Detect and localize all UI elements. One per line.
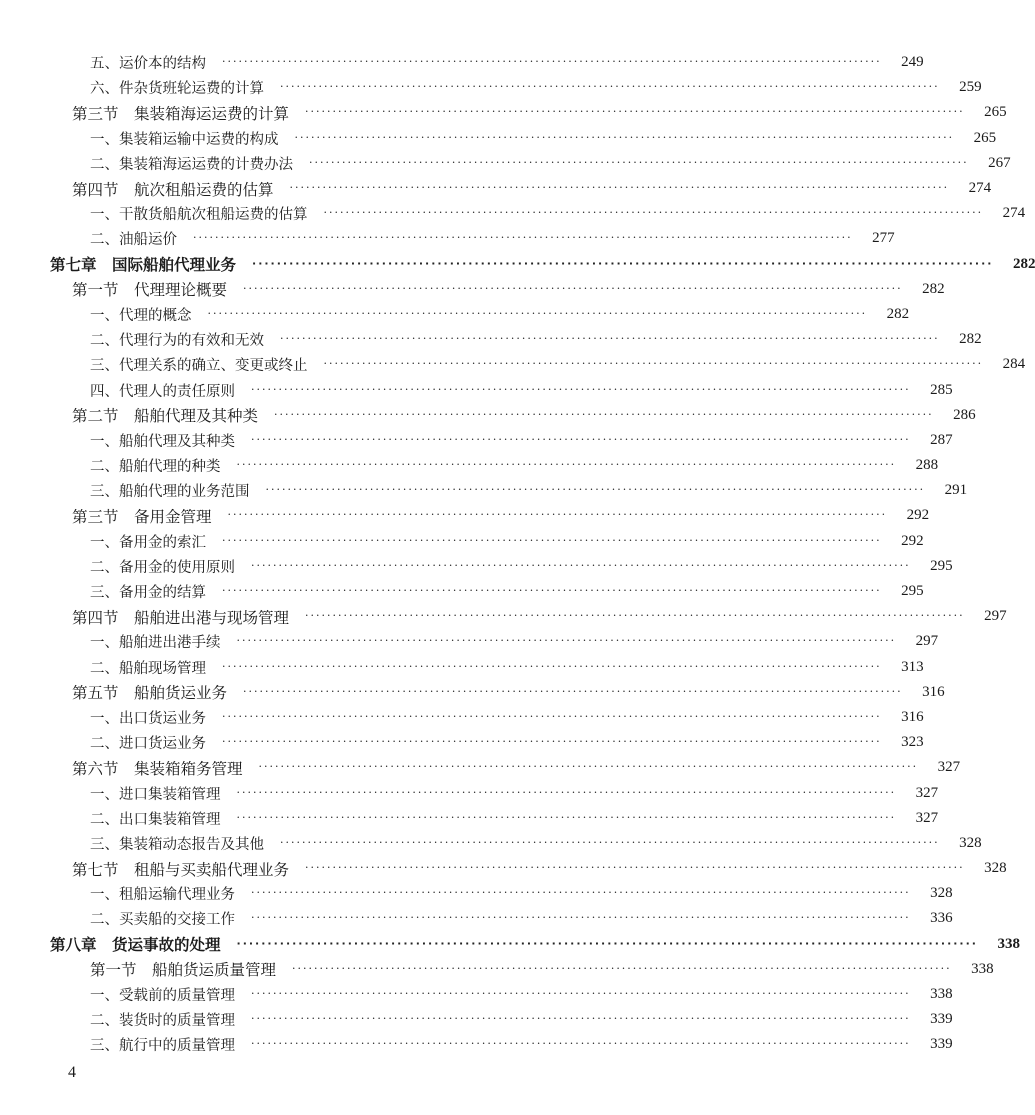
toc-entry-title: 五、运价本的结构 bbox=[90, 56, 206, 73]
toc-entry-page: 282 bbox=[886, 305, 910, 322]
toc-entry bbox=[0, 75, 982, 100]
toc-entry-page: 328 bbox=[959, 834, 982, 851]
toc-entry bbox=[0, 302, 910, 327]
toc-entry bbox=[0, 453, 939, 478]
toc-entry-title: 二、买卖船的交接工作 bbox=[90, 912, 235, 929]
toc-entry bbox=[0, 478, 968, 503]
toc-entry-page: 259 bbox=[959, 79, 982, 96]
toc-entry-title: 一、备用金的索汇 bbox=[90, 534, 206, 551]
toc-entry-page: 287 bbox=[930, 431, 953, 448]
toc-entry bbox=[0, 176, 992, 201]
toc-entry-page: 327 bbox=[915, 809, 939, 826]
toc-entry-title: 第七节 租船与买卖船代理业务 bbox=[72, 860, 290, 879]
toc-entry-page: 316 bbox=[901, 708, 924, 725]
dot-leader: ························································································································ bbox=[323, 357, 984, 371]
toc-entry bbox=[0, 629, 939, 654]
toc-entry bbox=[0, 730, 924, 755]
toc-entry bbox=[0, 957, 994, 982]
toc-entry-page: 285 bbox=[930, 381, 953, 398]
dot-leader: ························································································································ bbox=[251, 987, 911, 1001]
toc-entry bbox=[0, 377, 953, 402]
dot-leader: ························································································································ bbox=[236, 785, 897, 799]
toc-entry-page: 328 bbox=[930, 885, 953, 902]
toc-entry bbox=[0, 806, 939, 831]
dot-leader: ························································································································ bbox=[251, 382, 911, 396]
toc-entry-page: 313 bbox=[901, 658, 924, 675]
toc-entry-page: 292 bbox=[901, 532, 924, 549]
dot-leader: ························································································································ bbox=[265, 483, 926, 497]
toc-entry-page: 297 bbox=[915, 633, 939, 650]
toc-entry bbox=[0, 655, 924, 680]
toc-entry-title: 一、租船运输代理业务 bbox=[90, 887, 235, 904]
toc-entry-title: 第六节 集装箱箱务管理 bbox=[72, 759, 243, 778]
toc-entry bbox=[0, 277, 945, 302]
toc-entry bbox=[0, 680, 945, 705]
toc-entry bbox=[0, 906, 953, 931]
toc-entry-title: 第三节 集装箱海运运费的计算 bbox=[72, 104, 290, 123]
dot-leader: ························································································································ bbox=[251, 432, 911, 446]
dot-leader: ························································································································ bbox=[289, 181, 950, 195]
dot-leader: ························································································································ bbox=[222, 584, 882, 598]
dot-leader: ························································································································ bbox=[222, 533, 882, 547]
toc-entry bbox=[0, 529, 924, 554]
toc-entry-page: 323 bbox=[901, 734, 924, 751]
toc-entry-title: 一、干散货船航次租船运费的估算 bbox=[90, 207, 308, 224]
toc-entry-title: 一、集装箱运输中运费的构成 bbox=[90, 131, 279, 148]
dot-leader: ························································································································ bbox=[294, 130, 955, 144]
toc-entry bbox=[0, 856, 1007, 881]
toc-entry bbox=[0, 151, 1011, 176]
toc-entry bbox=[0, 50, 924, 75]
toc-entry-page: 284 bbox=[1002, 356, 1026, 373]
dot-leader: ························································································································ bbox=[292, 961, 952, 975]
toc-entry-title: 三、航行中的质量管理 bbox=[90, 1038, 235, 1055]
toc-entry-page: 267 bbox=[988, 154, 1011, 171]
toc-entry-page: 274 bbox=[968, 180, 992, 197]
toc-entry-page: 338 bbox=[971, 960, 994, 977]
dot-leader: ························································································································ bbox=[252, 256, 994, 270]
toc-entry-title: 第四节 船舶进出港与现场管理 bbox=[72, 608, 290, 627]
toc-entry bbox=[0, 932, 1020, 957]
dot-leader: ························································································································ bbox=[251, 558, 911, 572]
dot-leader: ························································································································ bbox=[222, 709, 882, 723]
toc-entry-title: 一、出口货运业务 bbox=[90, 710, 206, 727]
toc-entry-title: 第三节 备用金管理 bbox=[72, 507, 212, 526]
toc-entry bbox=[0, 226, 895, 251]
dot-leader: ························································································································ bbox=[222, 55, 882, 69]
toc-entry-page: 338 bbox=[997, 935, 1020, 952]
dot-leader: ························································································································ bbox=[305, 861, 965, 875]
dot-leader: ························································································································ bbox=[309, 155, 969, 169]
toc-entry-title: 二、备用金的使用原则 bbox=[90, 559, 235, 576]
dot-leader: ························································································································ bbox=[251, 911, 911, 925]
dot-leader: ························································································································ bbox=[305, 105, 965, 119]
toc-entry-page: 249 bbox=[901, 54, 924, 71]
toc-entry-title: 第八章 货运事故的处理 bbox=[50, 936, 221, 955]
toc-entry-page: 265 bbox=[973, 129, 997, 146]
toc-entry-title: 一、受载前的质量管理 bbox=[90, 988, 235, 1005]
dot-leader: ························································································································ bbox=[280, 332, 940, 346]
toc-entry-page: 338 bbox=[930, 986, 953, 1003]
dot-leader: ························································································································ bbox=[236, 810, 897, 824]
toc-entry bbox=[0, 881, 953, 906]
toc-entry-page: 328 bbox=[984, 860, 1007, 877]
toc-entry-page: 282 bbox=[1012, 255, 1035, 272]
toc-entry-page: 327 bbox=[937, 759, 961, 776]
dot-leader: ························································································································ bbox=[280, 80, 940, 94]
toc-entry-title: 第七章 国际船舶代理业务 bbox=[50, 256, 237, 275]
toc-entry-page: 286 bbox=[953, 406, 976, 423]
dot-leader: ························································································································ bbox=[280, 835, 940, 849]
toc-entry-page: 288 bbox=[915, 457, 939, 474]
toc-entry-title: 三、集装箱动态报告及其他 bbox=[90, 836, 264, 853]
toc-entry-title: 三、备用金的结算 bbox=[90, 585, 206, 602]
toc-entry bbox=[0, 1032, 953, 1057]
toc-entry-page: 291 bbox=[944, 482, 968, 499]
toc-entry-page: 339 bbox=[930, 1036, 953, 1053]
toc-entry-page: 265 bbox=[984, 104, 1007, 121]
dot-leader: ························································································································ bbox=[236, 458, 897, 472]
toc-entry bbox=[0, 705, 924, 730]
dot-leader: ························································································································ bbox=[243, 281, 903, 295]
toc-entry-page: 292 bbox=[906, 507, 930, 524]
toc-entry-page: 282 bbox=[922, 280, 945, 297]
dot-leader: ························································································································ bbox=[227, 508, 888, 522]
dot-leader: ························································································································ bbox=[274, 407, 934, 421]
table-of-contents bbox=[0, 50, 1035, 1058]
toc-entry-title: 二、船舶代理的种类 bbox=[90, 459, 221, 476]
toc-entry-title: 第一节 代理理论概要 bbox=[72, 281, 228, 300]
toc-entry-title: 第五节 船舶货运业务 bbox=[72, 684, 228, 703]
toc-entry bbox=[0, 755, 961, 780]
toc-entry-title: 三、代理关系的确立、变更或终止 bbox=[90, 358, 308, 375]
dot-leader: ························································································································ bbox=[236, 634, 897, 648]
toc-entry-title: 二、进口货运业务 bbox=[90, 736, 206, 753]
toc-entry bbox=[0, 579, 924, 604]
dot-leader: ························································································································ bbox=[243, 684, 903, 698]
toc-entry bbox=[0, 1007, 953, 1032]
dot-leader: ························································································································ bbox=[258, 760, 919, 774]
toc-entry bbox=[0, 352, 1026, 377]
dot-leader: ························································································································ bbox=[236, 936, 978, 950]
toc-entry bbox=[0, 982, 953, 1007]
toc-entry-title: 二、集装箱海运运费的计费办法 bbox=[90, 156, 293, 173]
toc-entry-title: 第二节 船舶代理及其种类 bbox=[72, 407, 259, 426]
dot-leader: ························································································································ bbox=[251, 1012, 911, 1026]
toc-entry-page: 339 bbox=[930, 1011, 953, 1028]
toc-entry-title: 一、进口集装箱管理 bbox=[90, 786, 221, 803]
page-number: 4 bbox=[68, 1064, 76, 1081]
toc-entry bbox=[0, 201, 1026, 226]
toc-entry-title: 四、代理人的责任原则 bbox=[90, 383, 235, 400]
toc-entry-page: 295 bbox=[930, 557, 953, 574]
dot-leader: ························································································································ bbox=[207, 306, 868, 320]
toc-entry-title: 二、代理行为的有效和无效 bbox=[90, 333, 264, 350]
toc-entry bbox=[0, 126, 997, 151]
toc-entry-page: 327 bbox=[915, 784, 939, 801]
dot-leader: ························································································································ bbox=[323, 206, 984, 220]
dot-leader: ························································································································ bbox=[305, 609, 965, 623]
toc-entry bbox=[0, 403, 976, 428]
toc-entry-title: 三、船舶代理的业务范围 bbox=[90, 484, 250, 501]
toc-entry-title: 一、船舶进出港手续 bbox=[90, 635, 221, 652]
toc-entry bbox=[0, 831, 982, 856]
toc-entry-title: 第一节 船舶货运质量管理 bbox=[90, 961, 277, 980]
toc-entry bbox=[0, 252, 1035, 277]
dot-leader: ························································································································ bbox=[222, 659, 882, 673]
toc-entry-page: 295 bbox=[901, 583, 924, 600]
dot-leader: ························································································································ bbox=[193, 231, 853, 245]
dot-leader: ························································································································ bbox=[251, 1037, 911, 1051]
toc-entry-title: 二、装货时的质量管理 bbox=[90, 1013, 235, 1030]
toc-entry-title: 一、代理的概念 bbox=[90, 307, 192, 324]
toc-entry-title: 二、油船运价 bbox=[90, 232, 177, 249]
toc-entry-page: 282 bbox=[959, 331, 982, 348]
dot-leader: ························································································································ bbox=[251, 886, 911, 900]
toc-entry bbox=[0, 428, 953, 453]
toc-entry bbox=[0, 503, 930, 528]
toc-entry-page: 336 bbox=[930, 910, 953, 927]
toc-entry bbox=[0, 327, 982, 352]
toc-entry-page: 277 bbox=[872, 230, 895, 247]
toc-entry-title: 第四节 航次租船运费的估算 bbox=[72, 180, 274, 199]
toc-entry bbox=[0, 604, 1007, 629]
toc-entry-title: 六、件杂货班轮运费的计算 bbox=[90, 81, 264, 98]
dot-leader: ························································································································ bbox=[222, 735, 882, 749]
toc-entry-page: 274 bbox=[1002, 205, 1026, 222]
toc-entry-title: 二、出口集装箱管理 bbox=[90, 811, 221, 828]
toc-entry-title: 一、船舶代理及其种类 bbox=[90, 433, 235, 450]
toc-entry bbox=[0, 780, 939, 805]
toc-entry-title: 二、船舶现场管理 bbox=[90, 660, 206, 677]
toc-entry bbox=[0, 554, 953, 579]
toc-entry bbox=[0, 100, 1007, 125]
toc-entry-page: 297 bbox=[984, 608, 1007, 625]
toc-entry-page: 316 bbox=[922, 683, 945, 700]
